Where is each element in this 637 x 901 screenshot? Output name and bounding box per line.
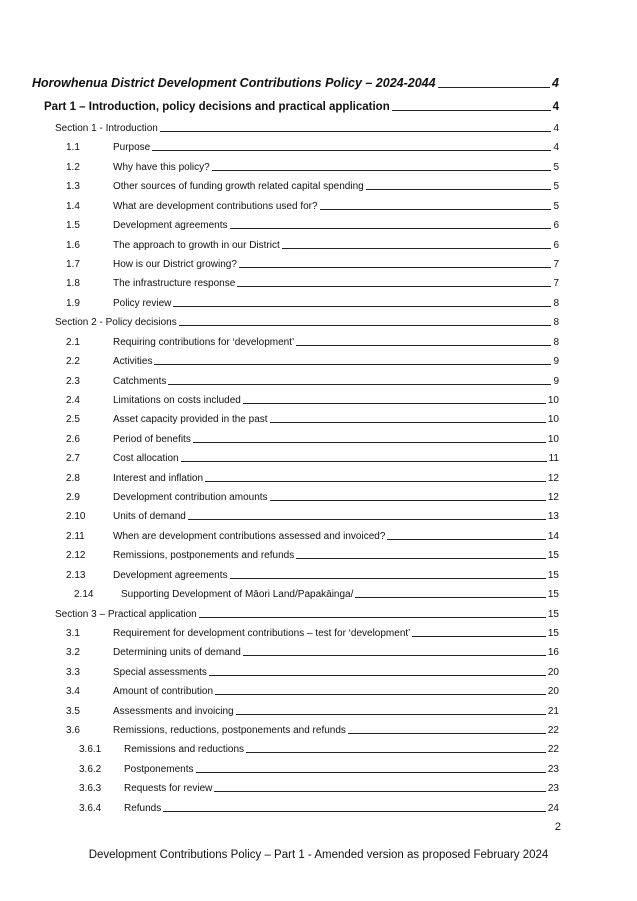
toc-item[interactable] bbox=[66, 256, 559, 270]
toc-item-page: 15 bbox=[547, 550, 559, 562]
toc-item-number: 2.12 bbox=[66, 550, 86, 562]
toc-item[interactable] bbox=[66, 353, 559, 367]
toc-item-page: 10 bbox=[547, 433, 559, 445]
toc-item[interactable] bbox=[66, 275, 559, 289]
toc-item-page: 8 bbox=[553, 297, 559, 309]
toc-item-number: 2.1 bbox=[66, 336, 80, 348]
toc-item[interactable] bbox=[79, 761, 559, 775]
toc-item-title: Supporting Development of Māori Land/Papakāinga/ bbox=[121, 589, 354, 601]
toc-item-title: Assessments and invoicing bbox=[113, 705, 234, 717]
toc-item-number: 3.6.1 bbox=[79, 744, 102, 756]
toc-item-title: Policy review bbox=[113, 297, 172, 309]
toc-leader bbox=[320, 209, 552, 210]
toc-section[interactable] bbox=[55, 314, 559, 328]
toc-item-page: 5 bbox=[553, 181, 559, 193]
toc-item-title: The infrastructure response bbox=[113, 278, 236, 290]
toc-item[interactable] bbox=[66, 644, 559, 658]
toc-item-number: 2.8 bbox=[66, 472, 80, 484]
toc-leader bbox=[239, 267, 552, 268]
toc-item-title: Requirement for development contributions – test for ‘development’ bbox=[113, 627, 411, 639]
toc-section[interactable] bbox=[55, 606, 559, 620]
toc-item-number: 1.2 bbox=[66, 161, 80, 173]
toc-item[interactable] bbox=[66, 198, 559, 212]
toc-item-number: 1.6 bbox=[66, 239, 80, 251]
toc-item-title: Period of benefits bbox=[113, 433, 191, 445]
toc-item-number: 2.13 bbox=[66, 569, 86, 581]
toc-leader bbox=[243, 655, 546, 656]
toc-item[interactable] bbox=[66, 586, 559, 600]
toc-item-title: Development agreements bbox=[113, 220, 228, 232]
toc-item[interactable] bbox=[79, 780, 559, 794]
toc-item-title: The approach to growth in our District bbox=[113, 239, 280, 251]
toc-item[interactable] bbox=[66, 237, 559, 251]
toc-item[interactable] bbox=[66, 159, 559, 173]
toc-item[interactable] bbox=[66, 392, 559, 406]
toc-item-page: 22 bbox=[547, 725, 559, 736]
toc-item-page: 9 bbox=[553, 375, 559, 387]
toc-item-page: 7 bbox=[553, 258, 559, 270]
toc-item-number: 3.6.2 bbox=[79, 763, 102, 775]
toc-item[interactable] bbox=[66, 683, 559, 697]
toc-item[interactable] bbox=[66, 178, 559, 192]
toc-item[interactable] bbox=[66, 547, 559, 561]
toc-item[interactable] bbox=[79, 741, 559, 755]
toc-item-title: Activities bbox=[113, 356, 153, 367]
toc-leader bbox=[199, 617, 546, 618]
toc-section-page: 8 bbox=[553, 317, 559, 329]
toc-item-title: Asset capacity provided in the past bbox=[113, 414, 268, 426]
toc-item-number: 3.6.4 bbox=[79, 802, 102, 814]
toc-item-page: 11 bbox=[548, 453, 559, 465]
toc-item[interactable] bbox=[66, 431, 559, 445]
toc-item-page: 8 bbox=[553, 336, 559, 348]
toc-leader bbox=[214, 791, 546, 792]
toc-item-title: Amount of contribution bbox=[113, 686, 214, 698]
toc-item[interactable] bbox=[66, 508, 559, 522]
toc-item-title: Refunds bbox=[124, 802, 162, 814]
toc-leader bbox=[193, 442, 546, 443]
toc-item[interactable] bbox=[66, 217, 559, 231]
toc-item-page: 12 bbox=[547, 472, 559, 484]
toc-leader bbox=[154, 364, 551, 365]
toc-leader bbox=[412, 636, 545, 637]
page-number: 2 bbox=[554, 821, 561, 833]
toc-item-title: Catchments bbox=[113, 375, 167, 387]
toc-item-number: 1.1 bbox=[66, 142, 80, 154]
toc-item-title: Units of demand bbox=[113, 511, 186, 523]
toc-item-number: 3.4 bbox=[66, 686, 80, 698]
toc-item[interactable] bbox=[66, 450, 559, 464]
toc-item-page: 5 bbox=[553, 161, 559, 173]
toc-entry-page: 4 bbox=[552, 76, 559, 90]
toc-item-title: Determining units of demand bbox=[113, 647, 241, 659]
toc-leader bbox=[392, 110, 551, 111]
toc-item-number: 2.11 bbox=[66, 530, 85, 542]
toc-item-number: 2.10 bbox=[66, 511, 86, 523]
toc-entry-title: Horowhenua District Development Contributions Policy – 2024-2044 bbox=[32, 76, 436, 90]
toc-leader bbox=[209, 675, 546, 676]
toc-leader bbox=[196, 772, 546, 773]
toc-leader bbox=[212, 170, 552, 171]
toc-section-page: 15 bbox=[547, 608, 559, 620]
toc-leader bbox=[366, 189, 552, 190]
toc-item-title: Remissions, reductions, postponements and refunds bbox=[113, 725, 346, 736]
toc-item-number: 2.2 bbox=[66, 356, 80, 367]
toc-section-title: Section 2 - Policy decisions bbox=[55, 317, 177, 329]
toc-item-number: 1.4 bbox=[66, 200, 80, 212]
toc-item-page: 22 bbox=[547, 744, 559, 756]
toc-item-page: 21 bbox=[547, 705, 559, 717]
toc-item-page: 6 bbox=[553, 239, 559, 251]
toc-item-page: 4 bbox=[553, 142, 559, 154]
toc-item-page: 23 bbox=[547, 783, 559, 795]
toc-item-page: 12 bbox=[547, 492, 559, 503]
toc-leader bbox=[236, 714, 546, 715]
toc-item[interactable] bbox=[66, 373, 559, 387]
toc-item-title: Requests for review bbox=[124, 783, 213, 795]
toc-item-title: Postponements bbox=[124, 763, 194, 775]
toc-leader bbox=[270, 500, 546, 501]
toc-item-title: Cost allocation bbox=[113, 453, 179, 465]
toc-item-page: 5 bbox=[553, 200, 559, 212]
toc-leader bbox=[160, 131, 552, 132]
toc-section-title: Section 1 - Introduction bbox=[55, 123, 158, 134]
toc-item[interactable] bbox=[66, 139, 559, 153]
toc-item-page: 9 bbox=[553, 356, 559, 367]
toc-item-number: 2.6 bbox=[66, 433, 80, 445]
toc-leader bbox=[230, 578, 546, 579]
toc-item-number: 3.1 bbox=[66, 627, 80, 639]
toc-entry-top[interactable] bbox=[32, 76, 559, 90]
toc-item-number: 3.6.3 bbox=[79, 783, 102, 795]
toc-item-number: 1.9 bbox=[66, 297, 80, 309]
toc-leader bbox=[152, 150, 551, 151]
toc-item-title: What are development contributions used for? bbox=[113, 200, 318, 212]
toc-item[interactable] bbox=[66, 334, 559, 348]
toc-item-title: Limitations on costs included bbox=[113, 394, 241, 406]
toc-entry-part[interactable] bbox=[44, 99, 559, 113]
toc-item-title: Why have this policy? bbox=[113, 161, 210, 173]
toc-item-page: 15 bbox=[547, 589, 559, 601]
toc-item-number: 1.8 bbox=[66, 278, 80, 290]
toc-item-number: 2.14 bbox=[74, 589, 94, 601]
toc-entry-page: 4 bbox=[552, 101, 559, 113]
toc-item-number: 1.7 bbox=[66, 258, 80, 270]
toc-item-title: Remissions and reductions bbox=[124, 744, 245, 756]
toc-item-title: Development agreements bbox=[113, 569, 228, 581]
toc-leader bbox=[355, 597, 546, 598]
toc-entry-title: Part 1 – Introduction, policy decisions and practical application bbox=[44, 101, 390, 113]
toc-leader bbox=[181, 461, 547, 462]
toc-item[interactable] bbox=[66, 567, 559, 581]
toc-item-page: 24 bbox=[547, 802, 559, 814]
toc-item-number: 2.7 bbox=[66, 453, 80, 465]
toc-leader bbox=[438, 87, 550, 88]
toc-item[interactable] bbox=[66, 703, 559, 717]
toc-item[interactable] bbox=[66, 528, 559, 542]
toc-item-page: 14 bbox=[547, 530, 559, 542]
toc-leader bbox=[282, 248, 552, 249]
toc-item-title: Remissions, postponements and refunds bbox=[113, 550, 295, 562]
toc-item-number: 2.4 bbox=[66, 394, 80, 406]
toc-leader bbox=[296, 558, 546, 559]
toc-item[interactable] bbox=[66, 664, 559, 678]
toc-item-number: 2.9 bbox=[66, 492, 80, 503]
toc-item-page: 10 bbox=[547, 414, 559, 426]
toc-item-title: Requiring contributions for ‘development’ bbox=[113, 336, 295, 348]
toc-leader bbox=[215, 694, 546, 695]
toc-item-page: 15 bbox=[547, 627, 559, 639]
toc-item[interactable] bbox=[66, 295, 559, 309]
toc-item-number: 1.3 bbox=[66, 181, 80, 193]
toc-leader bbox=[296, 345, 551, 346]
toc-leader bbox=[387, 539, 545, 540]
toc-item[interactable] bbox=[66, 722, 559, 736]
toc-item-number: 2.5 bbox=[66, 414, 80, 426]
toc-item-number: 1.5 bbox=[66, 220, 80, 232]
toc-item-number: 3.2 bbox=[66, 647, 80, 659]
toc-item-number: 3.6 bbox=[66, 725, 80, 736]
toc-leader bbox=[188, 519, 546, 520]
toc-section-page: 4 bbox=[553, 123, 559, 134]
toc-item-page: 16 bbox=[547, 647, 559, 659]
toc-item[interactable] bbox=[79, 800, 559, 814]
toc-item[interactable] bbox=[66, 489, 559, 503]
toc-leader bbox=[243, 403, 546, 404]
toc-item-page: 7 bbox=[553, 278, 559, 290]
toc-leader bbox=[205, 481, 546, 482]
toc-section[interactable] bbox=[55, 120, 559, 134]
toc-leader bbox=[163, 811, 546, 812]
toc-item-page: 13 bbox=[547, 511, 559, 523]
toc-item-page: 15 bbox=[547, 569, 559, 581]
toc-item[interactable] bbox=[66, 470, 559, 484]
toc-item-title: Interest and inflation bbox=[113, 472, 204, 484]
toc-leader bbox=[237, 286, 551, 287]
toc-item-title: Development contribution amounts bbox=[113, 492, 268, 503]
toc-item-page: 10 bbox=[547, 394, 559, 406]
toc-item-title: Special assessments bbox=[113, 666, 207, 678]
toc-leader bbox=[246, 752, 546, 753]
toc-item-page: 20 bbox=[547, 666, 559, 678]
toc-leader bbox=[230, 228, 552, 229]
toc-item-title: Other sources of funding growth related capital spending bbox=[113, 181, 364, 193]
toc-item[interactable] bbox=[66, 625, 559, 639]
toc-leader bbox=[270, 422, 546, 423]
toc-item-title: How is our District growing? bbox=[113, 258, 237, 270]
toc-leader bbox=[168, 384, 551, 385]
toc-item-page: 23 bbox=[547, 763, 559, 775]
toc-section-title: Section 3 – Practical application bbox=[55, 608, 197, 620]
toc-item-page: 20 bbox=[547, 686, 559, 698]
toc-leader bbox=[173, 306, 551, 307]
toc-item-number: 2.3 bbox=[66, 375, 80, 387]
toc-leader bbox=[348, 733, 546, 734]
toc-item-page: 6 bbox=[553, 220, 559, 232]
toc-item-number: 3.3 bbox=[66, 666, 80, 678]
toc-item-number: 3.5 bbox=[66, 705, 80, 717]
page-footer: Development Contributions Policy – Part 1 - Amended version as proposed February 2024 bbox=[88, 849, 549, 861]
toc-item-title: When are development contributions assessed and invoiced? bbox=[113, 530, 386, 542]
toc-item-title: Purpose bbox=[113, 142, 151, 154]
toc-leader bbox=[179, 325, 552, 326]
toc-item[interactable] bbox=[66, 411, 559, 425]
